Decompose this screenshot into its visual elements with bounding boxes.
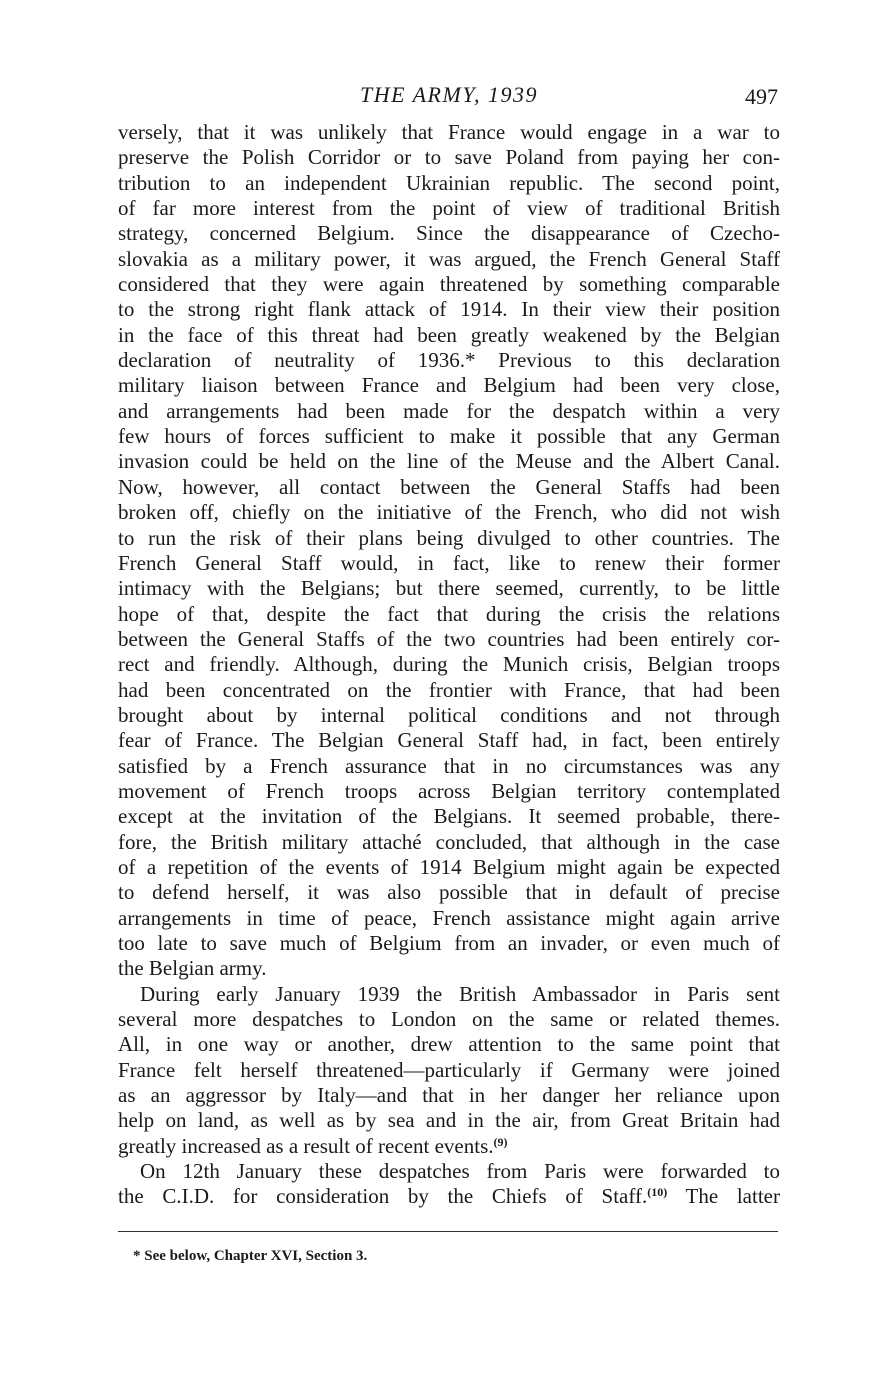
page-number: 497 [745, 84, 778, 109]
line-text: had been concentrated on the frontier with France, that had been [118, 677, 780, 702]
text-line [118, 424, 780, 449]
line-text: France felt herself threatened—particularly if Germany were joined [118, 1057, 780, 1082]
text-line [118, 576, 780, 601]
line-text: fear of France. The Belgian General Staff had, in fact, been entirely [118, 728, 780, 753]
line-text: to defend herself, it was also possible that in default of precise [118, 880, 780, 905]
line-text: too late to save much of Belgium from an invader, or even much of [118, 931, 780, 955]
footnote: * See below, Chapter XVI, Section 3. [133, 1248, 368, 1264]
text-line [118, 627, 780, 652]
line-text: between the General Staffs of the two countries had been entirely cor- [118, 626, 780, 651]
text-line [118, 1184, 780, 1209]
text-line [118, 120, 780, 145]
line-text: of far more interest from the point of view of traditional British [118, 196, 780, 221]
running-title: THE ARMY, 1939 [359, 82, 539, 107]
line-text: of a repetition of the events of 1914 Belgium might again be expected [118, 854, 780, 879]
line-text: the Belgian army. [118, 956, 267, 981]
text-line [118, 449, 780, 474]
line-text: fore, the British military attaché concluded, that although in the case [118, 829, 780, 854]
line-text: greatly increased as a result of recent events. [118, 1133, 494, 1158]
line-text: the C.I.D. for consideration by the Chiefs of Staff. [118, 1184, 648, 1209]
body-text [118, 120, 780, 1210]
line-text: satisfied by a French assurance that in no circumstances was any [118, 753, 780, 778]
line-text: hope of that, despite the fact that during the crisis the relations [118, 601, 780, 626]
text-line [118, 399, 780, 424]
text-line [118, 678, 780, 703]
text-line [118, 221, 780, 246]
reference-marker: (9) [493, 1134, 508, 1149]
line-text: tribution to an independent Ukrainian republic. The second point, [118, 170, 780, 195]
line-text: to the strong right flank attack of 1914. In their view their position [118, 297, 780, 322]
line-text: broken off, chiefly on the initiative of the French, who did not wish [118, 500, 780, 525]
text-line [118, 956, 780, 981]
line-text: During early January 1939 the British Ambassador in Paris sent [140, 981, 780, 1006]
text-line [118, 982, 780, 1007]
text-line [118, 171, 780, 196]
text-line [118, 1108, 780, 1133]
text-line [118, 500, 780, 525]
line-text: several more despatches to London on the same or related themes. [118, 1007, 780, 1032]
text-line [118, 804, 780, 829]
line-text: strategy, concerned Belgium. Since the disappearance of Czecho- [118, 221, 780, 246]
text-line [118, 1159, 780, 1184]
line-text: rect and friendly. Although, during the Munich crisis, Belgian troops [118, 652, 780, 677]
line-text: considered that they were again threatened by something comparable [118, 272, 780, 297]
line-text: except at the invitation of the Belgians. It seemed probable, there- [118, 804, 780, 829]
text-line [118, 602, 780, 627]
text-line [118, 830, 780, 855]
text-line [118, 272, 780, 297]
line-text: On 12th January these despatches from Paris were forwarded to [140, 1159, 780, 1184]
line-text: French General Staff would, in fact, like to renew their former [118, 550, 780, 575]
text-line [118, 348, 780, 373]
reference-marker: (10) [647, 1185, 668, 1200]
text-line [118, 297, 780, 322]
text-line [118, 247, 780, 272]
running-header [118, 82, 780, 112]
line-text: versely, that it was unlikely that France would engage in a war to [118, 120, 780, 144]
line-text: in the face of this threat had been greatly weakened by the Belgian [118, 322, 780, 347]
line-text: invasion could be held on the line of the Meuse and the Albert Canal. [118, 449, 780, 474]
text-line [118, 906, 780, 931]
line-text: The latter [667, 1184, 780, 1209]
line-text: All, in one way or another, drew attention to the same point that [118, 1032, 780, 1057]
line-text: military liaison between France and Belgium had been very close, [118, 373, 780, 398]
text-line [118, 652, 780, 677]
line-text: brought about by internal political conditions and not through [118, 702, 780, 727]
text-line [118, 145, 780, 170]
text-line [118, 1032, 780, 1057]
line-text: declaration of neutrality of 1936.* Previous to this declaration [118, 348, 780, 373]
text-line [118, 754, 780, 779]
text-line [118, 855, 780, 880]
line-text: intimacy with the Belgians; but there seemed, currently, to be little [118, 576, 780, 601]
text-line [118, 1134, 780, 1159]
line-text: Now, however, all contact between the General Staffs had been [118, 474, 780, 499]
text-line [118, 880, 780, 905]
line-text: preserve the Polish Corridor or to save Poland from paying her con- [118, 145, 780, 170]
text-line [118, 373, 780, 398]
footnote-divider [118, 1231, 778, 1232]
line-text: movement of French troops across Belgian territory contemplated [118, 778, 780, 803]
text-line [118, 1058, 780, 1083]
line-text: and arrangements had been made for the despatch within a very [118, 398, 780, 423]
text-line [118, 728, 780, 753]
line-text: help on land, as well as by sea and in the air, from Great Britain had [118, 1108, 780, 1133]
line-text: as an aggressor by Italy—and that in her danger her reliance upon [118, 1083, 780, 1108]
line-text: slovakia as a military power, it was argued, the French General Staff [118, 246, 780, 271]
line-text: arrangements in time of peace, French assistance might again arrive [118, 905, 780, 930]
text-line [118, 703, 780, 728]
text-line [118, 196, 780, 221]
text-line [118, 931, 780, 956]
line-text: to run the risk of their plans being divulged to other countries. The [118, 525, 780, 550]
text-line [118, 1083, 780, 1108]
text-line [118, 475, 780, 500]
line-text: few hours of forces sufficient to make it possible that any German [118, 424, 780, 449]
text-line [118, 323, 780, 348]
text-line [118, 526, 780, 551]
text-line [118, 779, 780, 804]
text-line [118, 1007, 780, 1032]
text-line [118, 551, 780, 576]
